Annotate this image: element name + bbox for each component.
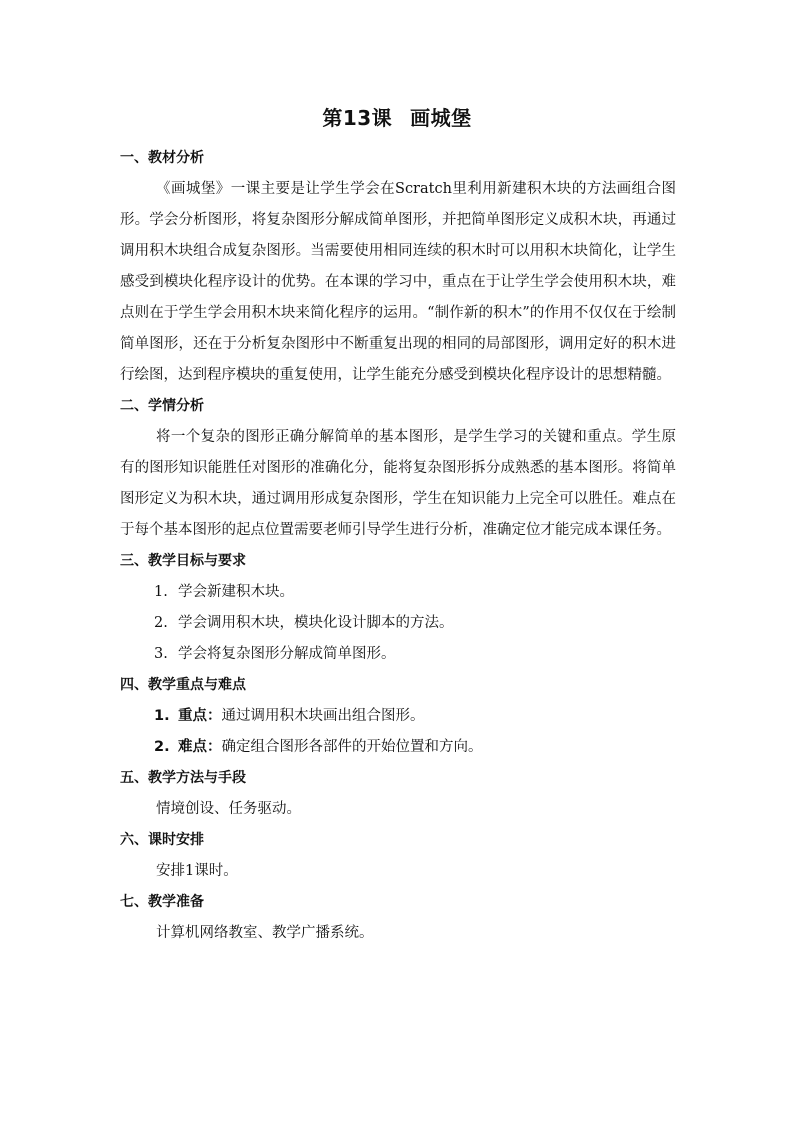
document-body: [120, 143, 676, 949]
section-teaching-goals: [120, 546, 676, 670]
section-heading: 七、教学准备: [120, 894, 204, 910]
section-class-hours: [120, 825, 676, 887]
list-item: [120, 577, 676, 608]
list-item-number: 2.: [154, 739, 170, 755]
section-student-analysis: [120, 391, 676, 546]
list-item-text: 学会新建积木块。: [178, 584, 294, 600]
title-lesson-number: 第13课: [322, 106, 393, 130]
list-item: [120, 732, 676, 763]
title-lesson-name: 画城堡: [410, 106, 472, 130]
section-teaching-methods: [120, 763, 676, 825]
list-item: [120, 608, 676, 639]
section-teaching-preparation: [120, 887, 676, 949]
list-item-number: 1.: [154, 708, 170, 724]
list-item-text: 学会将复杂图形分解成简单图形。: [178, 646, 396, 662]
section-paragraph: 情境创设、任务驱动。: [156, 801, 301, 817]
list-item-term: 重点：: [178, 708, 222, 724]
list-item-text: 学会调用积木块，模块化设计脚本的方法。: [178, 615, 454, 631]
list-item: [120, 639, 676, 670]
section-paragraph: 计算机网络教室、教学广播系统。: [156, 925, 374, 941]
section-heading: 一、教材分析: [120, 150, 204, 166]
section-textbook-analysis: [120, 143, 676, 391]
page-title: [0, 104, 794, 132]
section-heading: 四、教学重点与难点: [120, 677, 246, 693]
list-item-text: 通过调用积木块画出组合图形。: [221, 708, 425, 724]
list-item-number: 2.: [154, 615, 168, 631]
section-heading: 三、教学目标与要求: [120, 553, 246, 569]
list-item-number: 3.: [154, 646, 168, 662]
section-heading: 五、教学方法与手段: [120, 770, 246, 786]
list-item-text: 确定组合图形各部件的开始位置和方向。: [221, 739, 483, 755]
section-heading: 二、学情分析: [120, 398, 204, 414]
section-key-points: [120, 670, 676, 763]
list-item: [120, 701, 676, 732]
section-paragraph: 将一个复杂的图形正确分解简单的基本图形，是学生学习的关键和重点。学生原有的图形知识能胜任对图形的准确化分，能将复杂图形拆分成熟悉的基本图形。将简单图形定义为积木块，通过调用形成复杂图形，学生在知识能力上完全可以胜任。难点在于每个基本图形的起点位置需要老师引导学生进行分析，准确定位才能完成本课任务。: [120, 429, 676, 538]
list-item-term: 难点：: [178, 739, 222, 755]
section-heading: 六、课时安排: [120, 832, 204, 848]
section-paragraph: 《画城堡》一课主要是让学生学会在Scratch里利用新建积木块的方法画组合图形。学会分析图形，将复杂图形分解成简单图形，并把简单图形定义成积木块，再通过调用积木块组合成复杂图形。当需要使用相同连续的积木时可以用积木块简化，让学生感受到模块化程序设计的优势。在本课的学习中，重点在于让学生学会使用积木块，难点则在于学生学会用积木块来简化程序的运用。“制作新的积木”的作用不仅仅在于绘制简单图形，还在于分析复杂图形中不断重复出现的相同的局部图形，调用定好的积木进行绘图，达到程序模块的重复使用，让学生能充分感受到模块化程序设计的思想精髓。: [120, 181, 676, 383]
list-item-number: 1.: [154, 584, 168, 600]
section-paragraph: 安排1课时。: [156, 863, 238, 879]
